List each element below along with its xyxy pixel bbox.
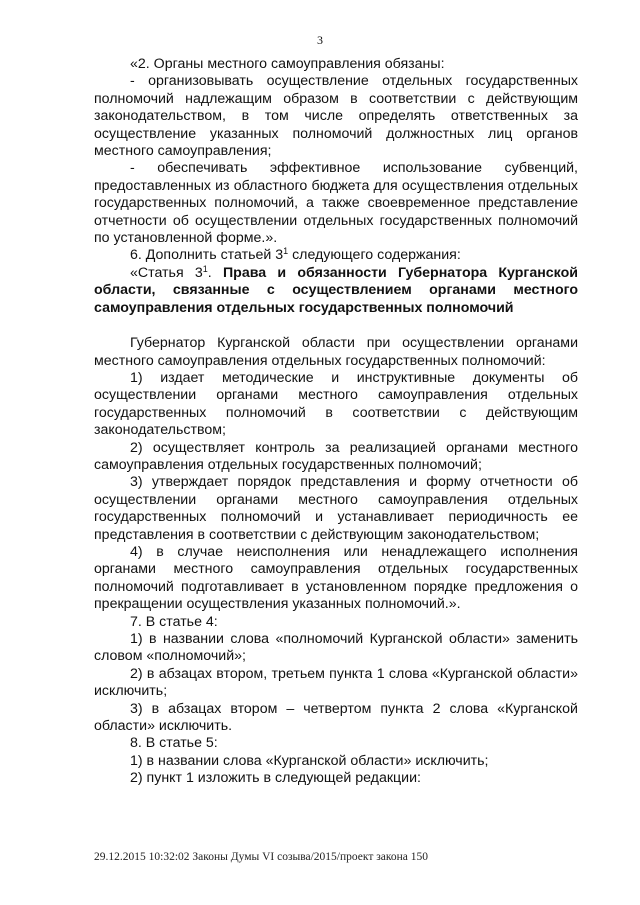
paragraph-item-8-1: 1) в названии слова «Курганской области» исключить; xyxy=(130,752,489,769)
paragraph-item-7-1: 1) в названии слова «полномочий Курганской области» заменить словом «полномочий»; xyxy=(94,631,578,665)
paragraph-item-8-2: 2) пункт 1 изложить в следующей редакции: xyxy=(130,770,421,787)
paragraph-governor-intro: Губернатор Курганской области при осуществлении органами местного самоуправления отдельных государственных полномочий: xyxy=(94,335,578,369)
paragraph-item-8: 8. В статье 5: xyxy=(130,735,218,752)
document-body xyxy=(94,56,578,788)
paragraph-governor-3: 3) утверждает порядок представления и форму отчетности об осуществлении органами местного самоуправления отдельных государственных полномочий и устанавливает периодичность ее представления в соответствии с действующим законодательством; xyxy=(94,474,578,543)
paragraph-ensure: - обеспечивать эффективное использование субвенций, предоставленных из областного бюджета для осуществления отдельных государственных полномочий, а также своевременное представление отчетности об осуществлении отдельных государственных полномочий по установленной форме.». xyxy=(94,160,578,247)
paragraph-governor-1: 1) издает методические и инструктивные документы об осуществлении органами местного самоуправления отдельных государственных полномочий в соответствии с действующим законодательством; xyxy=(94,369,578,439)
paragraph-governor-4: 4) в случае неисполнения или ненадлежащего исполнения органами местного самоуправления отдельных государственных полномочий подготавливает в установленном порядке предложения о прекращении осуществления указанных полномочий.». xyxy=(94,543,578,613)
paragraph-item-7-3: 3) в абзацах втором – четвертом пункта 2 слова «Курганской области» исключить. xyxy=(94,700,578,735)
item-6-superscript: 1 xyxy=(283,246,289,257)
article-heading xyxy=(94,265,578,317)
page-number: 3 xyxy=(317,33,323,47)
paragraph-item-7-2: 2) в абзацах втором, третьем пункта 1 слова «Курганской области» исключить; xyxy=(94,665,578,700)
paragraph-item-7: 7. В статье 4: xyxy=(130,613,218,630)
article-title: Права и обязанности Губернатора Курганской области, связанные с осуществлением органами местного самоуправления отдельных государственных полномочий xyxy=(94,264,578,316)
item-6-text: 6. Дополнить статьей 3 xyxy=(130,247,284,264)
paragraph-organize: - организовывать осуществление отдельных государственных полномочий надлежащим образом в соответствии с действующим законодательством, в том числе определять ответственных за осуществление указанных полномочий должностных лиц органов местного самоуправления; xyxy=(94,73,578,160)
paragraph-item-6 xyxy=(94,247,578,264)
item-6-text-end: следующего содержания: xyxy=(288,247,461,264)
spacer xyxy=(94,317,578,335)
paragraph-governor-2: 2) осуществляет контроль за реализацией органами местного самоуправления отдельных государственных полномочий; xyxy=(94,439,578,473)
article-label: «Статья 3 xyxy=(130,264,203,281)
footer-note: 29.12.2015 10:32:02 Законы Думы VI созыва/2015/проект закона 150 xyxy=(94,851,429,863)
article-label-dot: . xyxy=(207,264,223,281)
article-superscript: 1 xyxy=(202,263,208,274)
paragraph-obligations-intro: «2. Органы местного самоуправления обязаны: xyxy=(130,56,445,72)
